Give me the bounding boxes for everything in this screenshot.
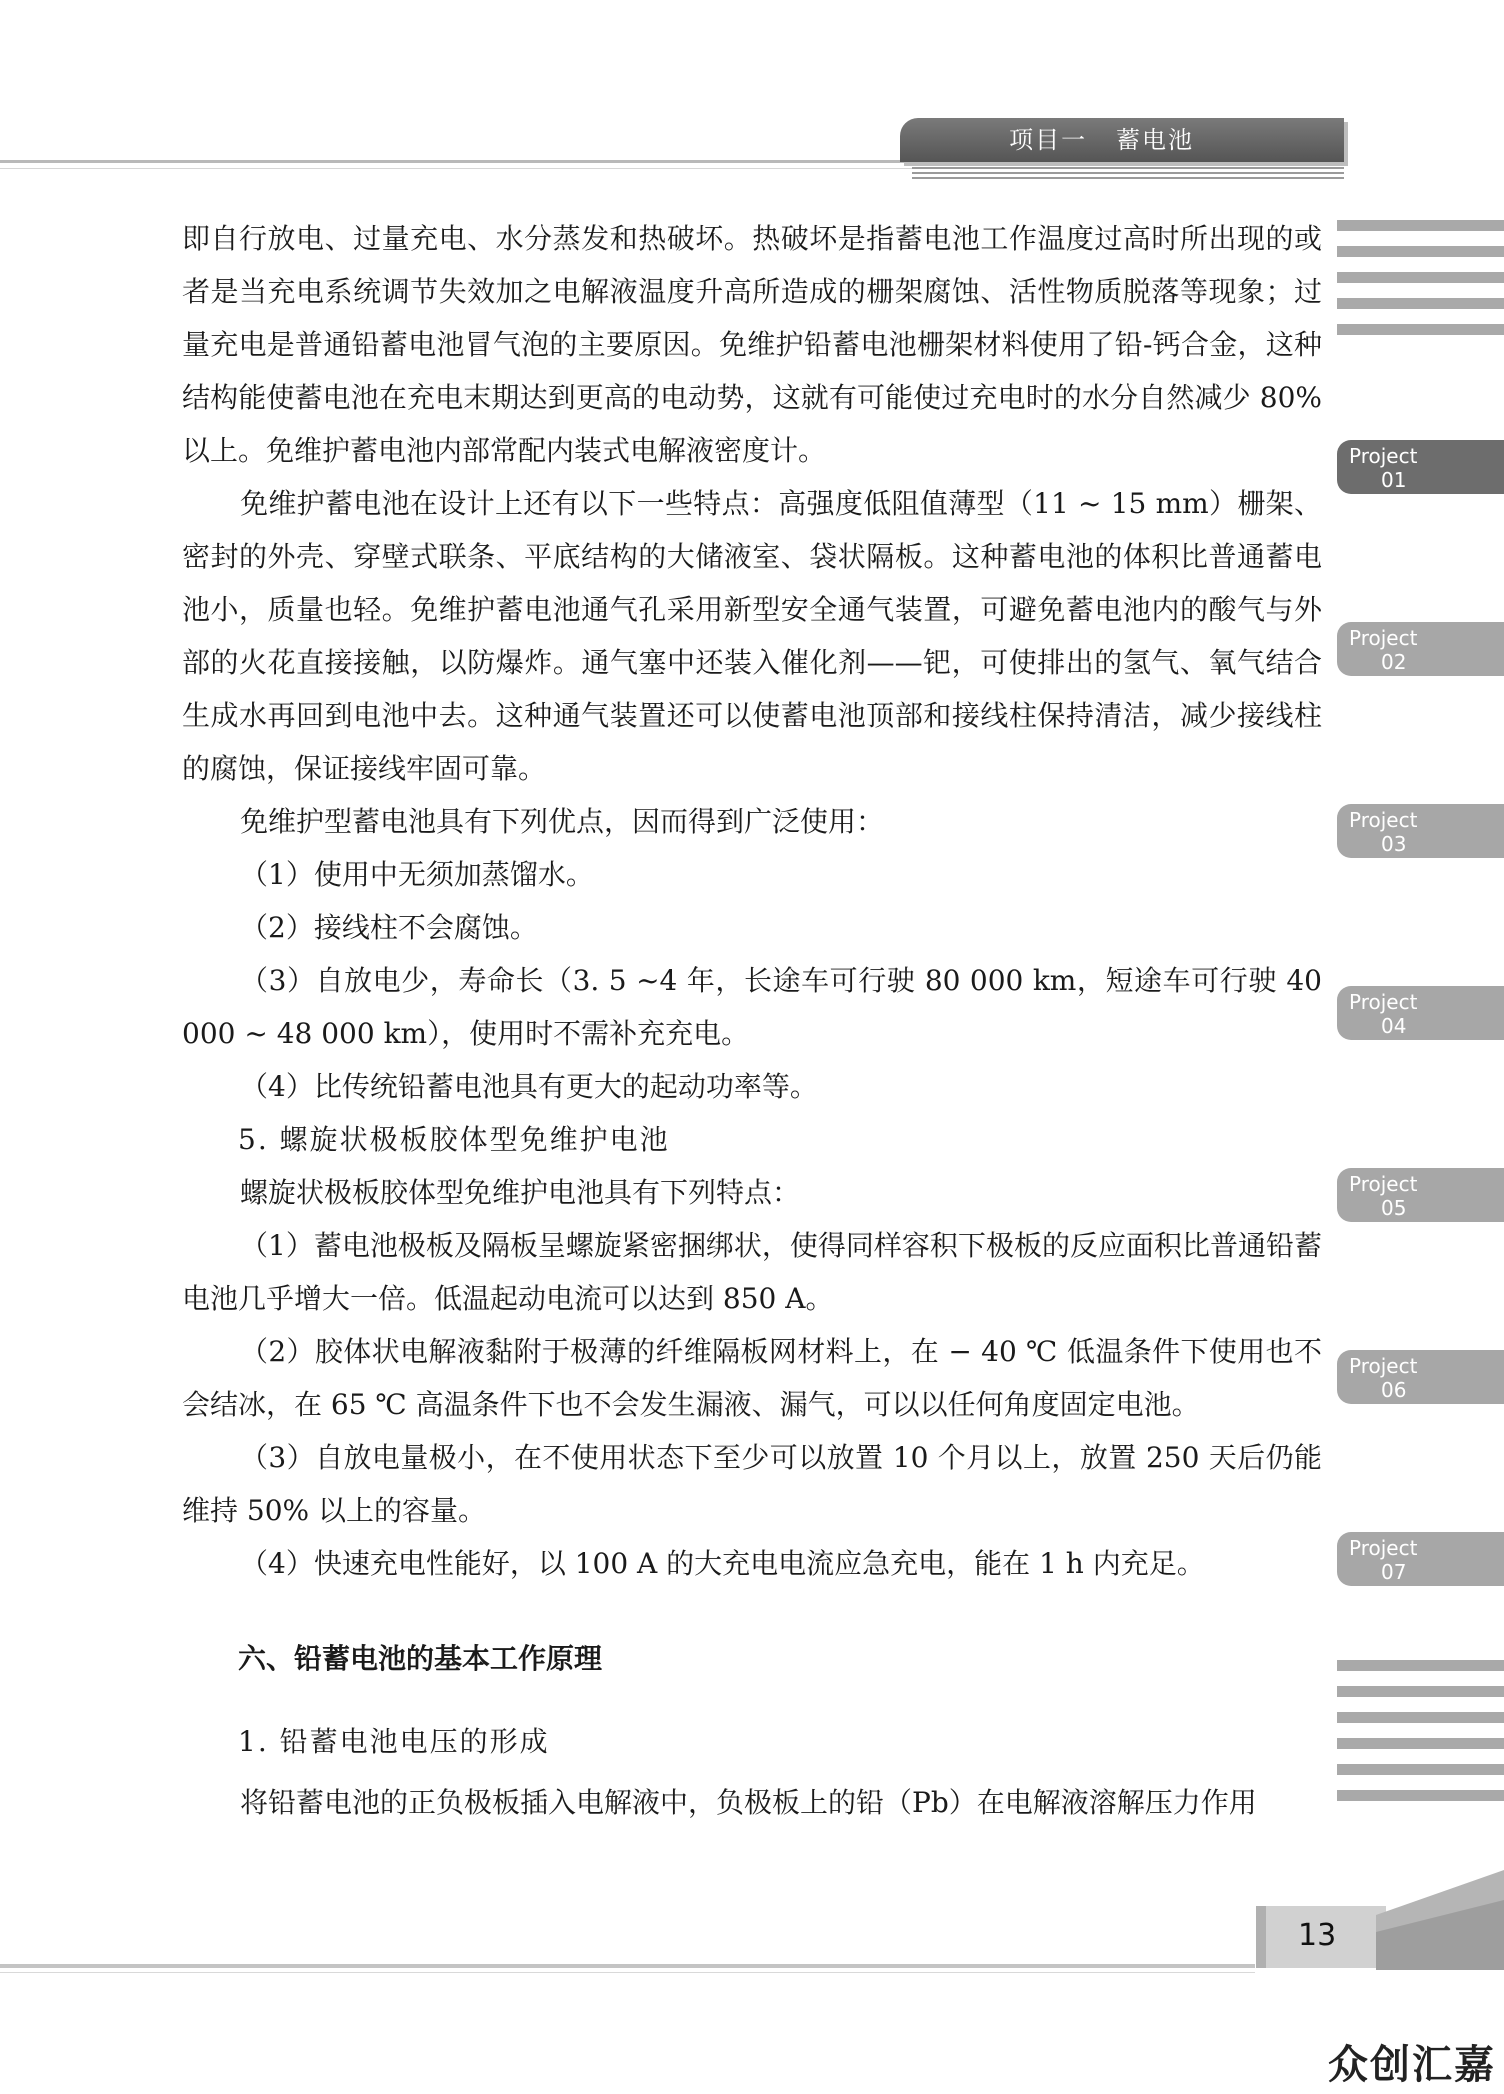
chapter-title: 项目一 蓄电池: [1009, 126, 1194, 154]
paragraph: 免维护蓄电池在设计上还有以下一些特点：高强度低阻值薄型（11 ~ 15 mm）栅架、密封的外壳、穿壁式联条、平底结构的大储液室、袋状隔板。这种蓄电池的体积比普通蓄电池小，质量也轻。免维护蓄电池通气孔采用新型安全通气装置，可避免蓄电池内的酸气与外部的火花直接接触，以防爆炸。通气塞中还装入催化剂——钯，可使排出的氢气、氧气结合生成水再回到电池中去。这种通气装置还可以使蓄电池顶部和接线柱保持清洁，减少接线柱的腐蚀，保证接线牢固可靠。: [182, 487, 1322, 785]
list-item: （4）比传统铅蓄电池具有更大的起动功率等。: [240, 1070, 818, 1103]
page-number-box: [1256, 1906, 1386, 1968]
project-tab-number: 04: [1381, 1014, 1407, 1038]
project-tab-label: Project: [1349, 1354, 1418, 1378]
project-tab-label: Project: [1349, 626, 1418, 650]
project-tab-01[interactable]: [1337, 440, 1504, 494]
project-tab-label: Project: [1349, 808, 1418, 832]
project-tab-number: 07: [1381, 1560, 1407, 1584]
footer-wedge-shape: [1376, 1870, 1504, 1970]
paragraph: 免维护型蓄电池具有下列优点，因而得到广泛使用：: [240, 805, 885, 838]
project-tab-05[interactable]: [1337, 1168, 1504, 1222]
section-heading: 六、铅蓄电池的基本工作原理: [238, 1642, 603, 1675]
project-tab-07[interactable]: [1337, 1532, 1504, 1586]
project-tab-label: Project: [1349, 1172, 1418, 1196]
project-tab-number: 01: [1381, 468, 1407, 492]
list-item: （2）胶体状电解液黏附于极薄的纤维隔板网材料上，在 − 40 ℃ 低温条件下使用也不会结冰，在 65 ℃ 高温条件下也不会发生漏液、漏气，可以以任何角度固定电池。: [182, 1335, 1322, 1421]
project-tab-label: Project: [1349, 444, 1418, 468]
watermark-logo: 众创汇嘉: [1328, 2042, 1496, 2088]
footer-rule: [0, 1964, 1255, 1968]
subsection-heading: 1. 铅蓄电池电压的形成: [238, 1725, 550, 1758]
project-tab-number: 02: [1381, 650, 1407, 674]
list-item: （1）蓄电池极板及隔板呈螺旋紧密捆绑状，使得同样容积下极板的反应面积比普通铅蓄电池几乎增大一倍。低温起动电流可以达到 850 A。: [182, 1229, 1322, 1315]
project-tab-03[interactable]: [1337, 804, 1504, 858]
project-tab-06[interactable]: [1337, 1350, 1504, 1404]
side-stripes-top: [1337, 220, 1504, 350]
paragraph: 将铅蓄电池的正负极板插入电解液中，负极板上的铅（Pb）在电解液溶解压力作用: [240, 1786, 1257, 1819]
page-body: [182, 212, 1322, 1829]
project-tab-number: 03: [1381, 832, 1407, 856]
project-tab-02[interactable]: [1337, 622, 1504, 676]
paragraph: 螺旋状极板胶体型免维护电池具有下列特点：: [240, 1176, 801, 1209]
header-stripes: [912, 162, 1344, 182]
page-number: 13: [1298, 1918, 1337, 1953]
list-item: （2）接线柱不会腐蚀。: [240, 911, 538, 944]
chapter-header-tab: [900, 118, 1344, 162]
subsection-heading: 5. 螺旋状极板胶体型免维护电池: [238, 1123, 670, 1156]
footer-rule-thin: [0, 1972, 1255, 1973]
project-tab-number: 06: [1381, 1378, 1407, 1402]
list-item: （3）自放电少，寿命长（3. 5 ~4 年，长途车可行驶 80 000 km，短途车可行驶 40 000 ~ 48 000 km），使用时不需补充充电。: [182, 964, 1322, 1050]
project-tab-label: Project: [1349, 990, 1418, 1014]
list-item: （3）自放电量极小，在不使用状态下至少可以放置 10 个月以上，放置 250 天后仍能维持 50% 以上的容量。: [182, 1441, 1322, 1527]
paragraph: 即自行放电、过量充电、水分蒸发和热破坏。热破坏是指蓄电池工作温度过高时所出现的或者是当充电系统调节失效加之电解液温度升高所造成的栅架腐蚀、活性物质脱落等现象；过量充电是普通铅蓄电池冒气泡的主要原因。免维护铅蓄电池栅架材料使用了铅-钙合金，这种结构能使蓄电池在充电末期达到更高的电动势，这就有可能使过充电时的水分自然减少 80% 以上。免维护蓄电池内部常配内装式电解液密度计。: [182, 222, 1322, 467]
project-tab-label: Project: [1349, 1536, 1418, 1560]
project-tab-number: 05: [1381, 1196, 1407, 1220]
side-stripes-bottom: [1337, 1660, 1504, 1816]
list-item: （4）快速充电性能好，以 100 A 的大充电电流应急充电，能在 1 h 内充足。: [240, 1547, 1205, 1580]
project-tab-04[interactable]: [1337, 986, 1504, 1040]
list-item: （1）使用中无须加蒸馏水。: [240, 858, 594, 891]
